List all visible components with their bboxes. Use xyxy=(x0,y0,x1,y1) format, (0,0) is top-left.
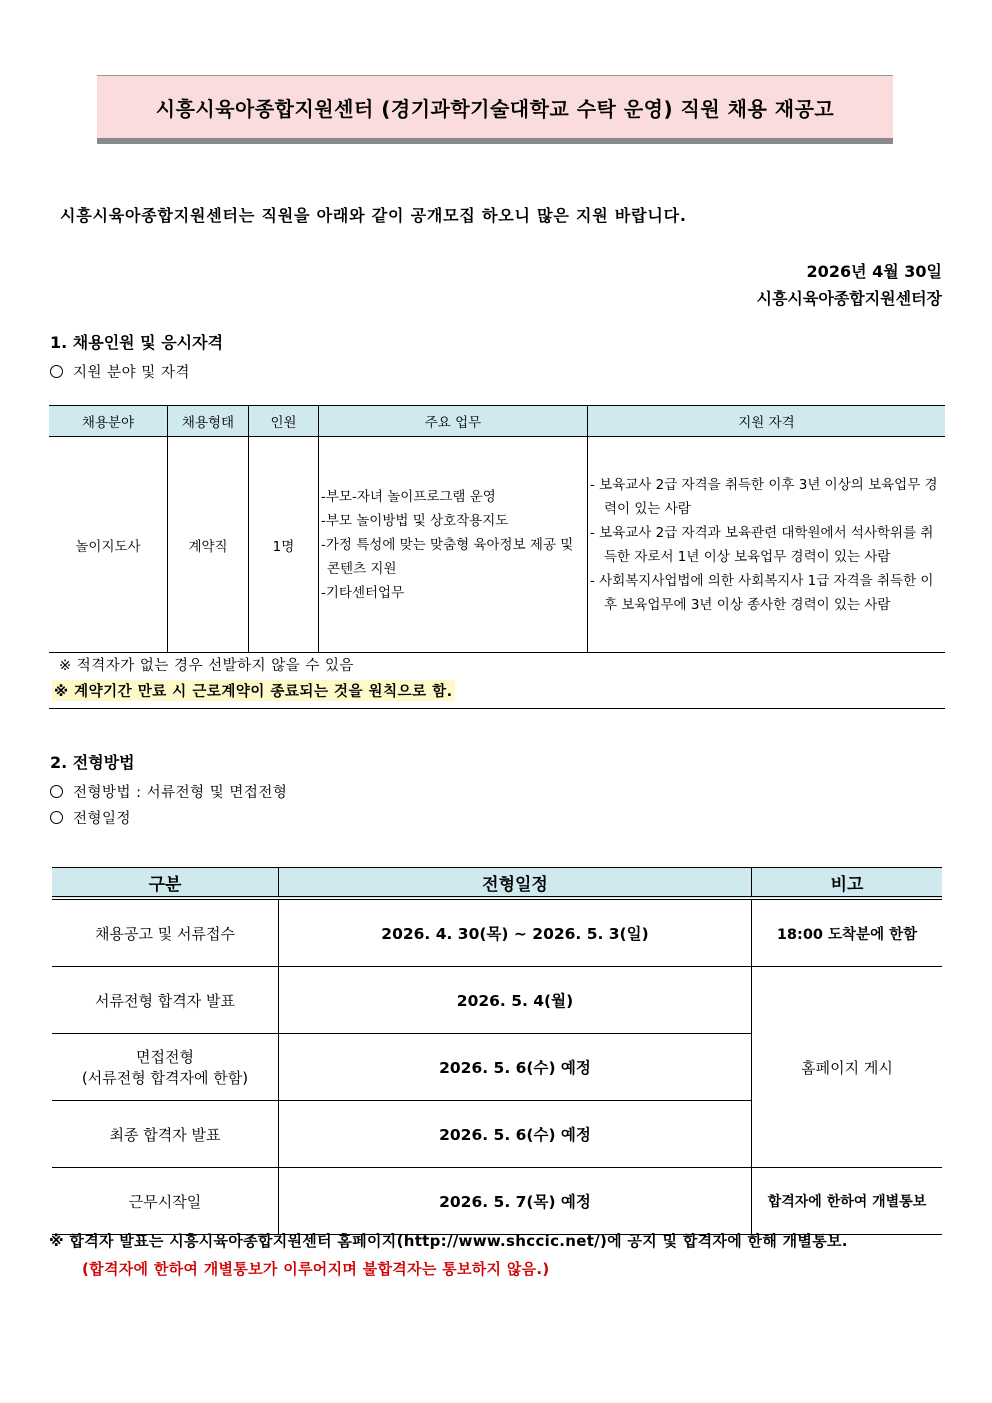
section1-sub xyxy=(50,361,190,382)
cell-date: 2026. 5. 4(월) xyxy=(279,967,752,1034)
section2-heading: 2. 전형방법 xyxy=(50,753,135,772)
footer-notice-red: (합격자에 한하여 개별통보가 이루어지며 불합격자는 통보하지 않음.) xyxy=(82,1260,550,1278)
header-count: 인원 xyxy=(249,406,319,437)
stage-sublabel: (서류전형 합격자에 한함) xyxy=(81,1069,249,1087)
header-note: 비고 xyxy=(752,868,943,899)
cell-date: 2026. 4. 30(목) ~ 2026. 5. 3(일) xyxy=(279,898,752,967)
header-duties: 주요 업무 xyxy=(319,406,588,437)
cell-date: 2026. 5. 6(수) 예정 xyxy=(279,1034,752,1101)
schedule-header-row xyxy=(52,868,942,899)
circle-bullet-icon xyxy=(50,785,63,798)
section2-method-label: 전형방법 : 서류전형 및 면접전형 xyxy=(73,785,288,801)
cell-note: 합격자에 한하여 개별통보 xyxy=(752,1168,943,1235)
circle-bullet-icon xyxy=(50,811,63,824)
page-title: 시흥시육아종합지원센터 (경기과학기술대학교 수탁 운영) 직원 채용 재공고 xyxy=(97,75,893,144)
header-date: 전형일정 xyxy=(279,868,752,899)
cell-qualifications xyxy=(588,437,946,653)
header-type: 채용형태 xyxy=(168,406,249,437)
note-no-qualified: ※ 적격자가 없는 경우 선발하지 않을 수 있음 xyxy=(59,658,355,674)
cell-stage: 근무시작일 xyxy=(52,1168,279,1235)
table-row xyxy=(49,437,945,653)
cell-stage: 최종 합격자 발표 xyxy=(52,1101,279,1168)
cell-date: 2026. 5. 7(목) 예정 xyxy=(279,1168,752,1235)
intro-text: 시흥시육아종합지원센터는 직원을 아래와 같이 공개모집 하오니 많은 지원 바랍니다. xyxy=(60,206,687,225)
qualification-item: - 보육교사 2급 자격과 보육관련 대학원에서 석사학위를 취득한 자로서 1년 이상 보육업무 경력이 있는 사람 xyxy=(590,524,934,565)
cell-count: 1명 xyxy=(249,437,319,653)
footer-notice: ※ 합격자 발표는 시흥시육아종합지원센터 홈페이지(http://www.shccic.net/)에 공지 및 합격자에 한해 개별통보. xyxy=(49,1232,848,1250)
qualification-item: - 사회복지사업법에 의한 사회복지사 1급 자격을 취득한 이후 보육업무에 3년 이상 종사한 경력이 있는 사람 xyxy=(590,572,934,613)
cell-merged-note: 홈페이지 게시 xyxy=(752,967,943,1168)
section1-sub-label: 지원 분야 및 자격 xyxy=(73,365,190,381)
table-header-row xyxy=(49,406,945,437)
duty-item: -가정 특성에 맞는 맞춤형 육아정보 제공 및 콘텐츠 지원 xyxy=(321,536,574,577)
table-row xyxy=(52,967,942,1034)
header-qualifications: 지원 자격 xyxy=(588,406,946,437)
section2-method xyxy=(50,781,287,802)
cell-duties xyxy=(319,437,588,653)
duty-item: -기타센터업무 xyxy=(321,584,405,601)
header-field: 채용분야 xyxy=(49,406,168,437)
cell-stage xyxy=(52,1034,279,1101)
schedule-table xyxy=(52,867,942,1235)
duty-item: -부모 놀이방법 및 상호작용지도 xyxy=(321,512,509,529)
issuer: 시흥시육아종합지원센터장 xyxy=(756,289,942,308)
cell-stage: 채용공고 및 서류접수 xyxy=(52,898,279,967)
cell-field: 놀이지도사 xyxy=(49,437,168,653)
cell-note: 18:00 도착분에 한함 xyxy=(752,898,943,967)
issue-date: 2026년 4월 30일 xyxy=(806,262,942,281)
cell-stage: 서류전형 합격자 발표 xyxy=(52,967,279,1034)
qualification-item: - 보육교사 2급 자격을 취득한 이후 3년 이상의 보육업무 경력이 있는 사람 xyxy=(590,476,938,517)
table-row xyxy=(52,898,942,967)
cell-date: 2026. 5. 6(수) 예정 xyxy=(279,1101,752,1168)
circle-bullet-icon xyxy=(50,365,63,378)
section2-schedule-label xyxy=(50,807,131,828)
header-stage: 구분 xyxy=(52,868,279,899)
stage-label: 면접전형 xyxy=(136,1048,194,1066)
duty-item: -부모-자녀 놀이프로그램 운영 xyxy=(321,488,496,505)
table-row xyxy=(52,1168,942,1235)
recruitment-table xyxy=(49,405,945,653)
section1-heading: 1. 채용인원 및 응시자격 xyxy=(50,333,224,352)
cell-type: 계약직 xyxy=(168,437,249,653)
schedule-label: 전형일정 xyxy=(73,811,132,827)
notes-block xyxy=(49,651,945,709)
issue-block xyxy=(757,258,942,312)
note-contract-term: ※ 계약기간 만료 시 근로계약이 종료되는 것을 원칙으로 함. xyxy=(52,680,455,701)
